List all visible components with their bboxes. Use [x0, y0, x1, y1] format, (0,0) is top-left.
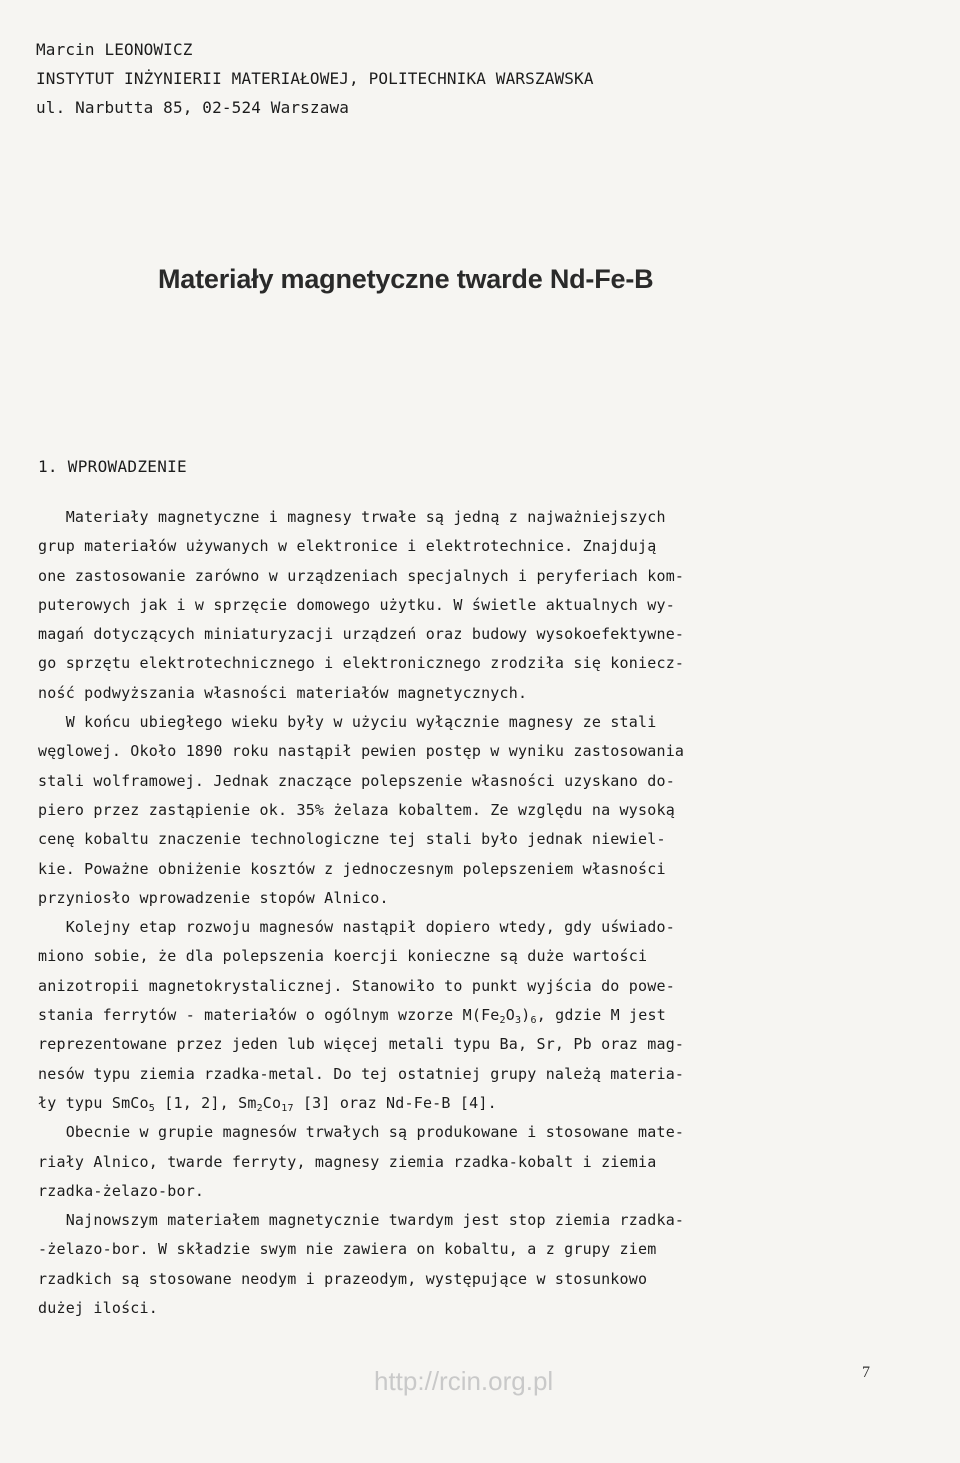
text-line: grup materiałów używanych w elektronice i elektrotechnice. Znajdują [38, 537, 657, 556]
text-line: węglowej. Około 1890 roku nastąpił pewien postęp w wyniku zastosowania [38, 742, 685, 761]
author-address: ul. Narbutta 85, 02-524 Warszawa [36, 98, 350, 117]
page-title: Materiały magnetyczne twarde Nd-Fe-B [158, 264, 654, 294]
text-line: puterowych jak i w sprzęcie domowego użytku. W świetle aktualnych wy- [38, 595, 675, 614]
text-line: anizotropii magnetokrystalicznej. Stanowiło to punkt wyjścia do powe- [38, 976, 675, 995]
formula-line: ły typu SmCo$_5$ [1, 2], $Sm_2Co_{17}$ [3] oraz Nd-Fe-B [4]. [38, 1093, 497, 1114]
text-line: piero przez zastąpienie ok. 35% żelaza kobaltem. Ze względu na wysoką [38, 800, 675, 819]
text-line: kie. Poważne obniżenie kosztów z jednoczesnym polepszeniem własności [38, 859, 666, 878]
text-line: rzadkich są stosowane neodym i prazeodym, występujące w stosunkowo [38, 1269, 648, 1288]
formula-line: stania ferrytów - materiałów o ogólnym wzorze $M(Fe_2O_3)_6$, gdzie M jest [38, 1006, 666, 1027]
author-affiliation: INSTYTUT INŻYNIERII MATERIAŁOWEJ, POLITECHNIKA WARSZAWSKA [36, 69, 594, 88]
text-line: miono sobie, że dla polepszenia koercji konieczne są duże wartości [38, 947, 648, 966]
text-line: dużej ilości. [38, 1299, 158, 1318]
text-line: W końcu ubiegłego wieku były w użyciu wyłącznie magnesy ze stali [38, 713, 657, 732]
text-line: stali wolframowej. Jednak znaczące polepszenie własności uzyskano do- [38, 771, 675, 790]
text-line: cenę kobaltu znaczenie technologiczne tej stali było jednak niewiel- [38, 830, 666, 849]
text-line: -żelazo-bor. W składzie swym nie zawiera on kobaltu, a z grupy ziem [38, 1240, 657, 1259]
footer-source-link[interactable]: http://rcin.org.pl [374, 1366, 554, 1396]
text-line: ność podwyższania własności materiałów magnetycznych. [38, 683, 528, 702]
text-line: Kolejny etap rozwoju magnesów nastąpił dopiero wtedy, gdy uświado- [38, 918, 675, 937]
text-line: one zastosowanie zarówno w urządzeniach specjalnych i peryferiach kom- [38, 566, 685, 585]
text-line: magań dotyczących miniaturyzacji urządzeń oraz budowy wysokoefektywne- [38, 625, 685, 644]
text-line: Najnowszym materiałem magnetycznie twardym jest stop ziemia rzadka- [38, 1211, 685, 1230]
text-line: przyniosło wprowadzenie stopów Alnico. [38, 888, 389, 907]
text-line: rzadka-żelazo-bor. [38, 1181, 205, 1200]
page-number: 7 [862, 1364, 870, 1381]
body-text [38, 503, 863, 1323]
text-line: Materiały magnetyczne i magnesy trwałe są jedną z najważniejszych [38, 508, 666, 526]
author-name: Marcin LEONOWICZ [36, 40, 193, 59]
text-line: riały Alnico, twarde ferryty, magnesy ziemia rzadka-kobalt i ziemia [38, 1152, 657, 1171]
text-line: reprezentowane przez jeden lub więcej metali typu Ba, Sr, Pb oraz mag- [38, 1035, 685, 1054]
text-line: go sprzętu elektrotechnicznego i elektronicznego zrodziła się koniecz- [38, 654, 685, 673]
section-heading: 1. WPROWADZENIE [38, 457, 187, 476]
text-line: Obecnie w grupie magnesów trwałych są produkowane i stosowane mate- [38, 1123, 685, 1142]
text-line: nesów typu ziemia rzadka-metal. Do tej ostatniej grupy należą materia- [38, 1064, 685, 1083]
